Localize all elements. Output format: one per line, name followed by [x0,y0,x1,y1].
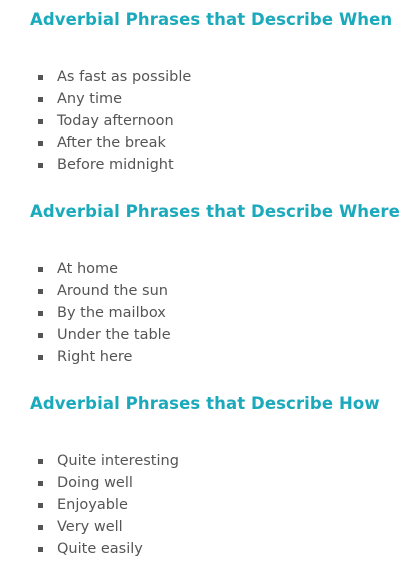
list-item: Around the sun [0,280,171,302]
list-item: At home [0,258,171,280]
list-item: After the break [0,132,191,154]
list-item: Very well [0,516,179,538]
list-item: Today afternoon [0,110,191,132]
phrase-list-when [0,66,191,176]
section-heading-when: Adverbial Phrases that Describe When [30,10,393,29]
list-item: Any time [0,88,191,110]
phrase-list-how [0,450,179,560]
list-item: Before midnight [0,154,191,176]
section-heading-how: Adverbial Phrases that Describe How [30,394,380,413]
list-item: Right here [0,346,171,368]
list-item: Doing well [0,472,179,494]
list-item: Quite interesting [0,450,179,472]
phrase-list-where [0,258,171,368]
list-item: As fast as possible [0,66,191,88]
list-item: Under the table [0,324,171,346]
list-item: Quite easily [0,538,179,560]
list-item: Enjoyable [0,494,179,516]
list-item: By the mailbox [0,302,171,324]
section-heading-where: Adverbial Phrases that Describe Where [30,202,400,221]
